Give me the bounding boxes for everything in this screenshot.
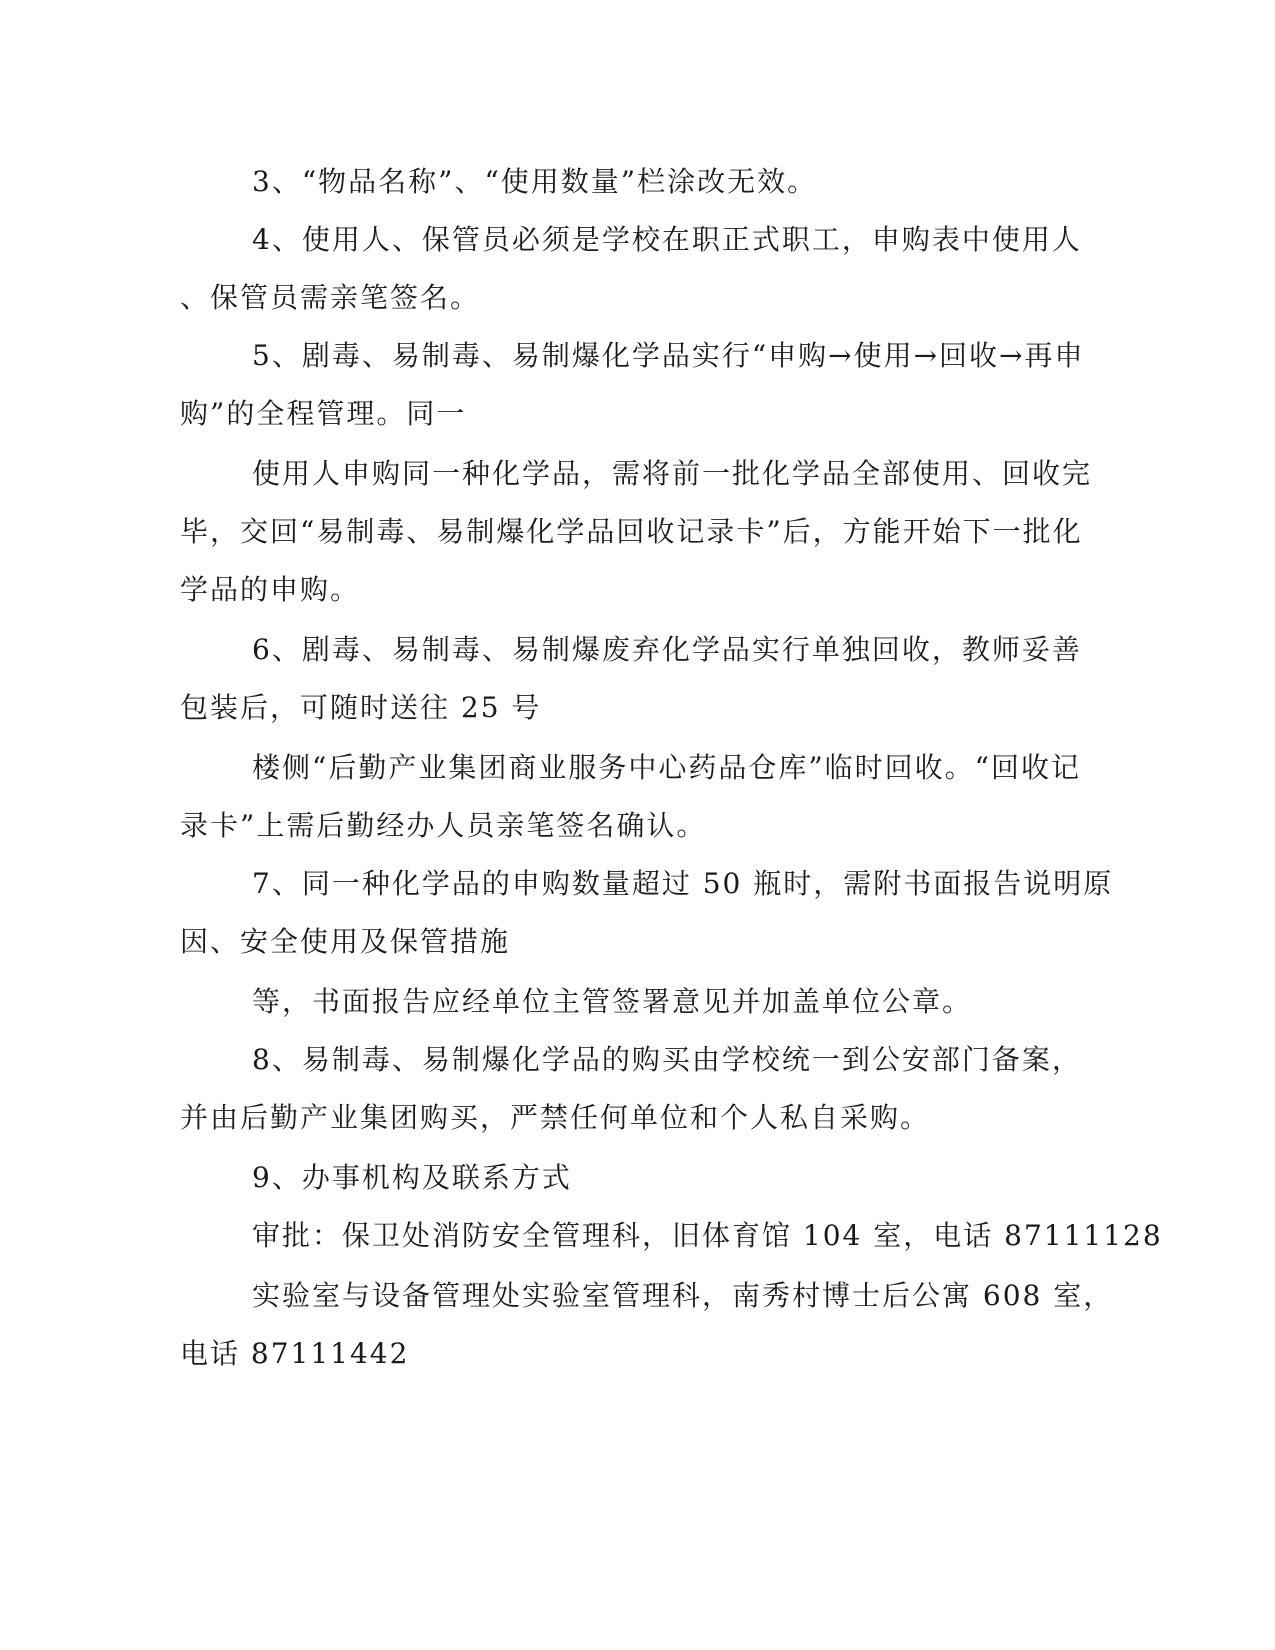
rule-6-line-4: 录卡”上需后勤经办人员亲笔签名确认。 (180, 809, 707, 842)
rule-5-line-2: 购”的全程管理。同一 (180, 397, 467, 430)
rule-8-line-2: 并由后勤产业集团购买，严禁任何单位和个人私自采购。 (180, 1101, 931, 1134)
contact-approval: 审批：保卫处消防安全管理科，旧体育馆 104 室，电话 87111128 (252, 1219, 1163, 1252)
rule-6-line-2: 包装后，可随时送往 25 号 (180, 691, 542, 724)
contact-lab-office: 实验室与设备管理处实验室管理科，南秀村博士后公寓 608 室， (252, 1279, 1114, 1312)
rule-6-line-1: 6、剧毒、易制毒、易制爆废弃化学品实行单独回收，教师妥善 (252, 633, 1082, 666)
rule-4-line-2: 、保管员需亲笔签名。 (180, 281, 481, 314)
rule-4-line-1: 4、使用人、保管员必须是学校在职正式职工，申购表中使用人 (252, 223, 1082, 256)
rule-5-line-1: 5、剧毒、易制毒、易制爆化学品实行“申购→使用→回收→再申 (252, 339, 1085, 372)
rule-7-line-2: 因、安全使用及保管措施 (180, 925, 511, 958)
rule-6-line-3: 楼侧“后勤产业集团商业服务中心药品仓库”临时回收。“回收记 (252, 751, 1081, 784)
rule-8-line-1: 8、易制毒、易制爆化学品的购买由学校统一到公安部门备案， (252, 1043, 1082, 1076)
rule-5-line-3: 使用人申购同一种化学品，需将前一批化学品全部使用、回收完 (252, 457, 1093, 490)
rule-5-line-5: 学品的申购。 (180, 573, 361, 606)
rule-9-heading: 9、办事机构及联系方式 (252, 1161, 572, 1194)
rule-7-line-1: 7、同一种化学品的申购数量超过 50 瓶时，需附书面报告说明原 (252, 867, 1114, 900)
contact-lab-phone: 电话 87111442 (180, 1337, 410, 1370)
rule-7-line-3: 等，书面报告应经单位主管签署意见并加盖单位公章。 (252, 985, 973, 1018)
rule-5-line-4: 毕，交回“易制毒、易制爆化学品回收记录卡”后，方能开始下一批化 (180, 515, 1083, 548)
rule-3-line-1: 3、“物品名称”、“使用数量”栏涂改无效。 (252, 165, 818, 198)
